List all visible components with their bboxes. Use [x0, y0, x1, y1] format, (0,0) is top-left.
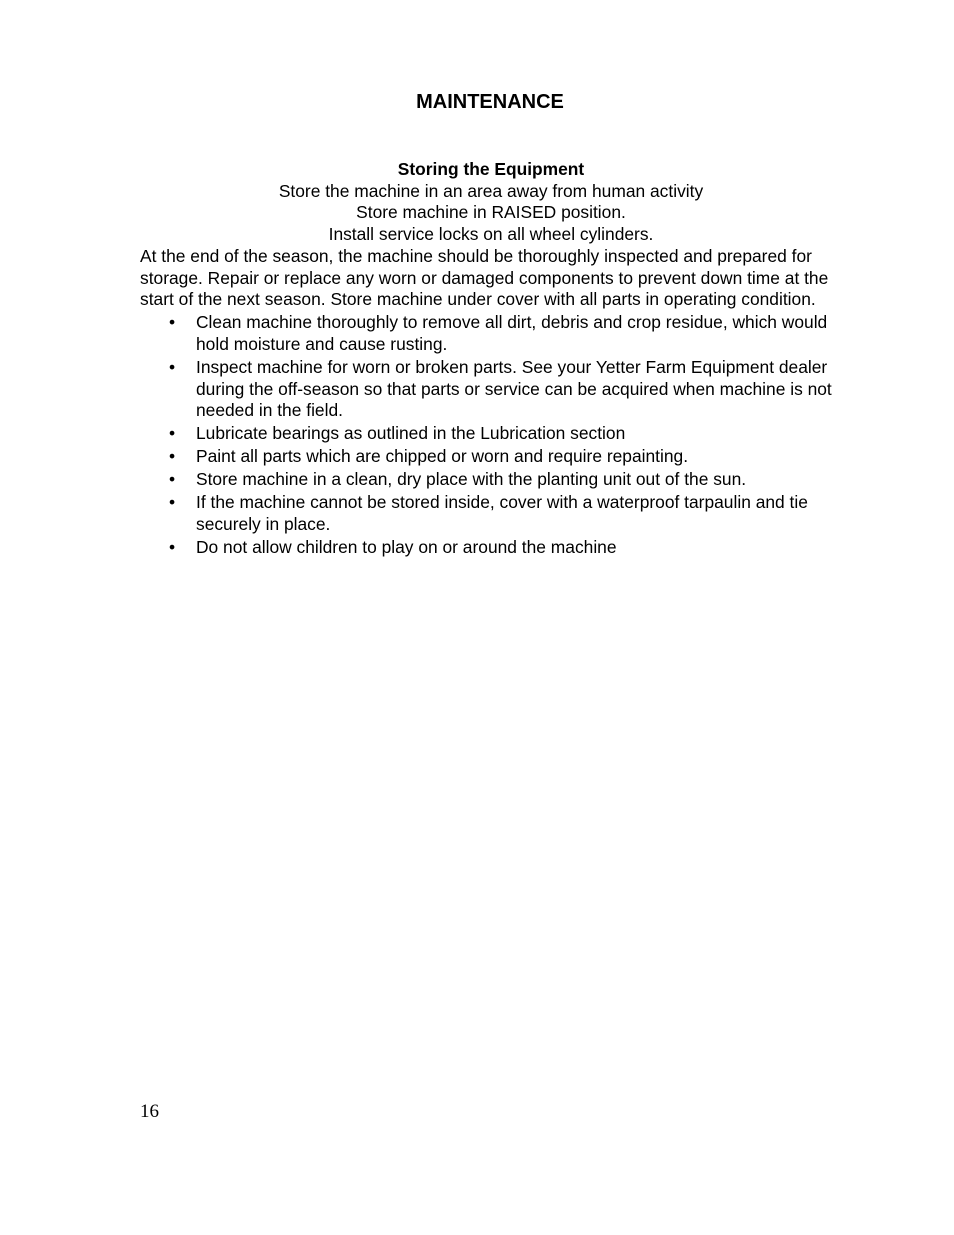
storage-note-3: Install service locks on all wheel cylinders. — [328, 224, 654, 245]
list-item — [140, 312, 842, 355]
page-number: 16 — [140, 1101, 159, 1122]
list-item — [140, 492, 842, 535]
bullet-icon: • — [169, 356, 176, 377]
document-body — [140, 159, 842, 559]
section-heading: Storing the Equipment — [397, 159, 585, 179]
list-item — [140, 357, 842, 422]
list-item-text: Paint all parts which are chipped or worn and require repainting. — [196, 446, 689, 467]
bullet-icon: • — [169, 446, 176, 467]
list-item-text: Inspect machine for worn or broken parts. See your Yetter Farm Equipment dealer during the off-season so that parts or service can be acquired when machine is not needed in the field. — [196, 356, 832, 421]
bullet-icon: • — [169, 469, 176, 490]
intro-paragraph: At the end of the season, the machine should be thoroughly inspected and prepared for storage. Repair or replace any worn or damaged components to prevent down time at the start of the next season. Store machine under cover with all parts in operating condition. — [140, 245, 829, 310]
storage-checklist — [140, 312, 842, 559]
list-item — [140, 537, 842, 559]
storage-note-2: Store machine in RAISED position. — [356, 202, 626, 223]
list-item — [140, 469, 842, 491]
list-item — [140, 423, 842, 445]
bullet-icon: • — [169, 423, 176, 444]
list-item — [140, 446, 842, 468]
list-item-text: If the machine cannot be stored inside, cover with a waterproof tarpaulin and tie securely in place. — [196, 492, 808, 535]
bullet-icon: • — [169, 537, 176, 558]
list-item-text: Do not allow children to play on or around the machine — [196, 537, 617, 558]
list-item-text: Clean machine thoroughly to remove all dirt, debris and crop residue, which would hold moisture and cause rusting. — [196, 312, 828, 354]
storage-note-1: Store the machine in an area away from human activity — [278, 180, 704, 201]
list-item-text: Lubricate bearings as outlined in the Lubrication section — [196, 423, 626, 444]
list-item-text: Store machine in a clean, dry place with the planting unit out of the sun. — [196, 469, 747, 490]
bullet-icon: • — [169, 492, 176, 513]
bullet-icon: • — [169, 312, 176, 333]
page-title: MAINTENANCE — [416, 91, 564, 113]
